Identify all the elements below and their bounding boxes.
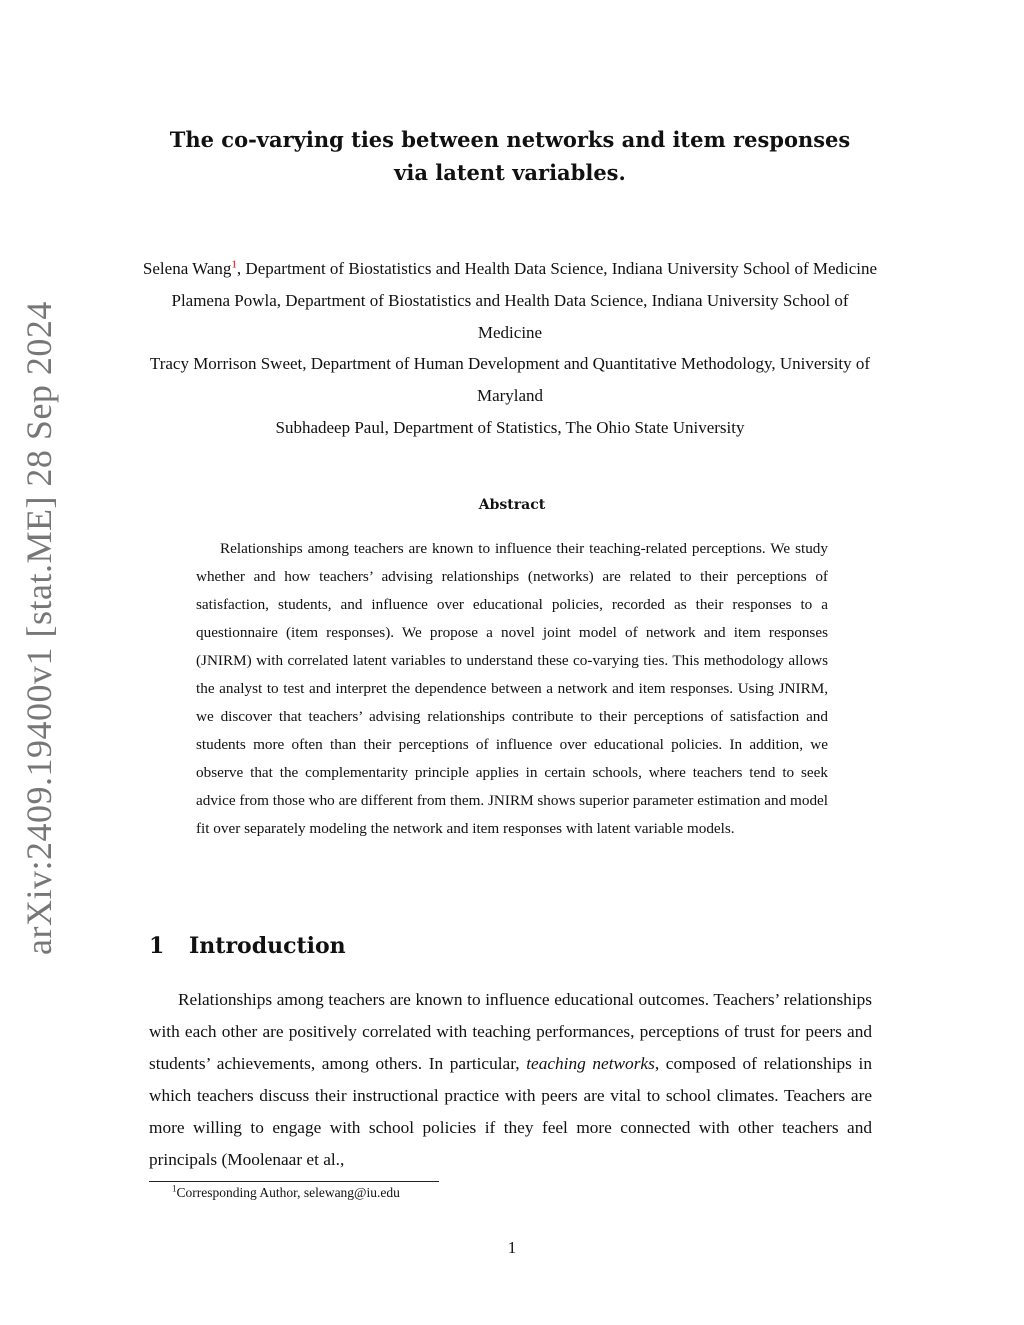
author-line [140,253,880,285]
footnote-text: Corresponding Author, selewang@iu.edu [176,1185,400,1200]
author-list [140,253,880,444]
footnote-marker[interactable]: 1 [231,258,237,271]
intro-paragraph [149,984,872,1176]
footnote-number: 1 [172,1183,177,1194]
intro-text-part1: Relationships among teachers are known to influence educational outcomes. Teachers’ relationships with each other are positively correlated with teaching performances, perceptions of trust for peers and students’ achievements, among others. In particular, [149,990,872,1073]
section-heading [149,933,346,959]
paper-title: The co-varying ties between networks and item responses via latent variables. [169,127,851,185]
intro-text-part2: , composed of relationships in which teachers discuss their instructional practice with peers are vital to school climates. Teachers are more willing to engage with school policies if they feel more connected with other teachers and principals (Moolenaar et al., [149,1054,873,1169]
author-affiliation: , Department of Biostatistics and Health Data Science, Indiana University School of Medicine [236,259,878,278]
abstract-heading: Abstract [478,497,546,513]
author-affiliation: , Department of Biostatistics and Health Data Science, Indiana University School of Medicine [276,290,849,342]
author-name: Selena Wang [142,259,232,278]
author-name: Subhadeep Paul [275,417,385,437]
author-line [140,348,880,412]
footnote [172,1185,400,1201]
intro-emphasis: teaching networks [526,1054,655,1073]
author-name: Tracy Morrison Sweet [149,354,303,374]
arxiv-side-stamp: arXiv:2409.19400v1 [stat.ME] 28 Sep 2024 [19,301,59,955]
author-affiliation: , Department of Statistics, The Ohio State University [384,417,745,437]
author-affiliation: , Department of Human Development and Quantitative Methodology, University of Maryland [302,354,871,406]
abstract-text: Relationships among teachers are known to influence their teaching-related perceptions. We study whether and how teachers’ advising relationships (networks) are related to their perceptions of satisfaction, students, and influence over educational policies, recorded as their responses to a questionnaire (item responses). We propose a novel joint model of network and item responses (JNIRM) with correlated latent variables to understand these co-varying ties. This methodology allows the analyst to test and interpret the dependence between a network and item responses. Using JNIRM, we discover that teachers’ advising relationships contribute to their perceptions of satisfaction and students more often than their perceptions of influence over educational policies. In addition, we observe that the complementarity principle applies in certain schools, where teachers tend to seek advice from those who are different from them. JNIRM shows superior parameter estimation and model fit over separately modeling the network and item responses with latent variable models. [196,540,828,837]
footnote-rule [149,1181,439,1182]
section-number: 1 [149,933,165,959]
author-line [140,412,880,444]
section-title: Introduction [189,933,346,959]
author-name: Plamena Powla [171,290,277,310]
author-line [140,285,880,349]
page-number: 1 [507,1238,517,1257]
